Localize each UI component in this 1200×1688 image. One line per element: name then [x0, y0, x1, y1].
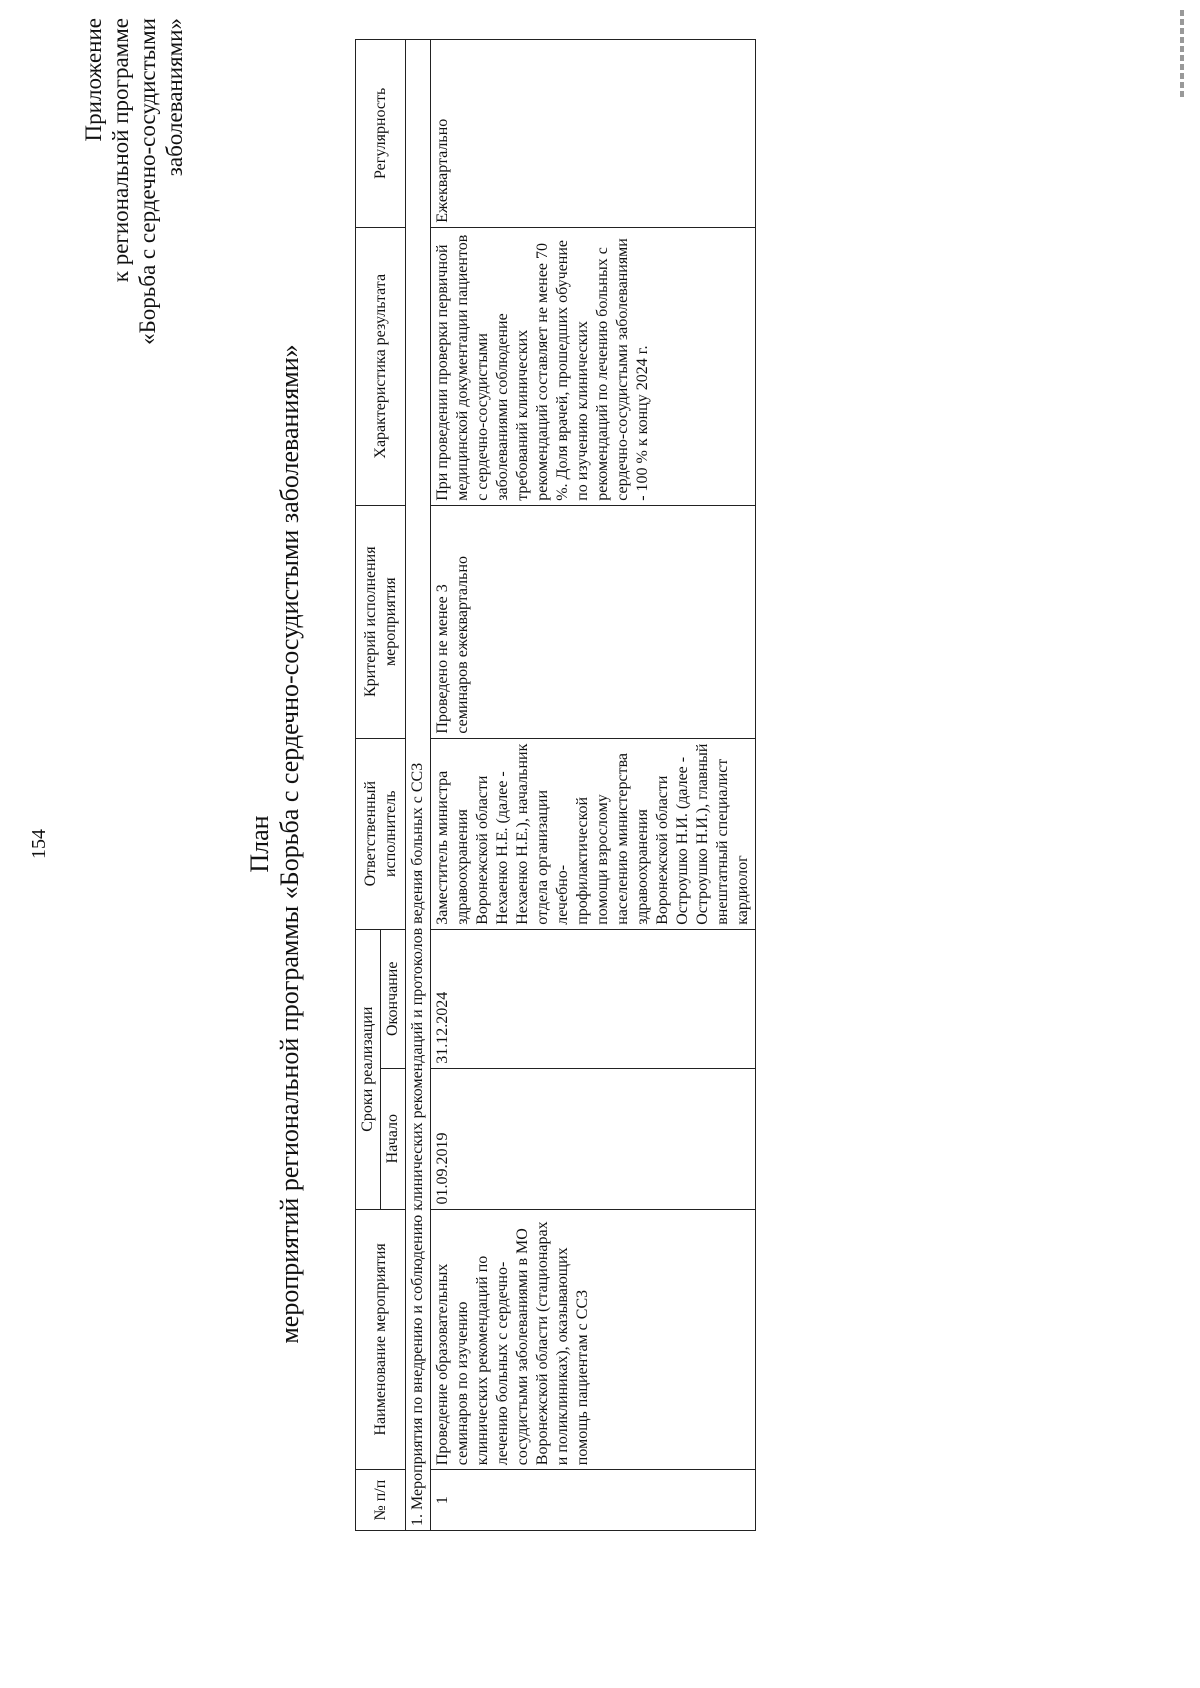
page-number: 154: [28, 829, 50, 859]
section-heading: 1. Мероприятия по внедрению и соблюдению клинических рекомендаций и протоколов ведения больных с ССЗ: [406, 40, 431, 1531]
plan-title-line-1: План: [245, 815, 274, 873]
header-regularity: Регулярность: [356, 40, 406, 228]
header-result: Характеристика результата: [356, 227, 406, 505]
header-responsible: Ответственный исполнитель: [356, 738, 406, 929]
row-name: Проведение образовательных семинаров по изучению клинических рекомендаций по лечению больных с сердечно-сосудистыми заболеваниями в МО Воронежской области (стационарах и поликлиниках), оказывающих помощь пациентам с ССЗ: [431, 1209, 756, 1470]
row-start: 01.09.2019: [431, 1068, 756, 1209]
row-num: 1: [431, 1470, 756, 1531]
header-criterion: Критерий исполнения мероприятия: [356, 505, 406, 738]
table-header-row: [356, 40, 381, 1531]
plan-table: [355, 39, 756, 1531]
plan-title: [245, 0, 305, 1688]
header-end: Окончание: [381, 929, 406, 1068]
plan-title-line-2: мероприятий региональной программы «Борьба с сердечно-сосудистыми заболеваниями»: [275, 344, 304, 1344]
row-end: 31.12.2024: [431, 929, 756, 1068]
row-result: При проведении проверки первичной медицинской документации пациентов с сердечно-сосудистыми заболеваниями соблюдение требований клинических рекомендаций составляет не менее 70 %. Доля врачей, прошедших обучение по изучению клинических рекомендаций по лечению больных с сердечно-сосудистыми заболеваниями - 100 % к концу 2024 г.: [431, 227, 756, 505]
row-criterion: Проведено не менее 3 семинаров ежеквартально: [431, 505, 756, 738]
appendix-heading: [80, 18, 188, 538]
header-start: Начало: [381, 1068, 406, 1209]
appendix-line-1: Приложение: [81, 18, 106, 142]
row-regularity: Ежеквартально: [431, 40, 756, 228]
row-responsible: Заместитель министра здравоохранения Воронежской области Нехаенко Н.Е. (далее - Нехаенко Н.Е.), начальник отдела организации лечебно-профилактической помощи взрослому населению министерства здравоохранения Воронежской области Остроушко Н.И. (далее - Остроушко Н.И.), главный внештатный специалист кардиолог: [431, 738, 756, 929]
header-period: Сроки реализации: [356, 929, 381, 1209]
table-row: [431, 40, 756, 1531]
scan-artifact: [1180, 7, 1184, 97]
header-name: Наименование мероприятия: [356, 1209, 406, 1470]
section-row: [406, 40, 431, 1531]
header-num: № п/п: [356, 1470, 406, 1531]
appendix-line-2: к региональной программе: [108, 18, 133, 283]
appendix-line-3: «Борьба с сердечно-сосудистыми: [135, 18, 160, 345]
appendix-line-4: заболеваниями»: [162, 18, 187, 177]
